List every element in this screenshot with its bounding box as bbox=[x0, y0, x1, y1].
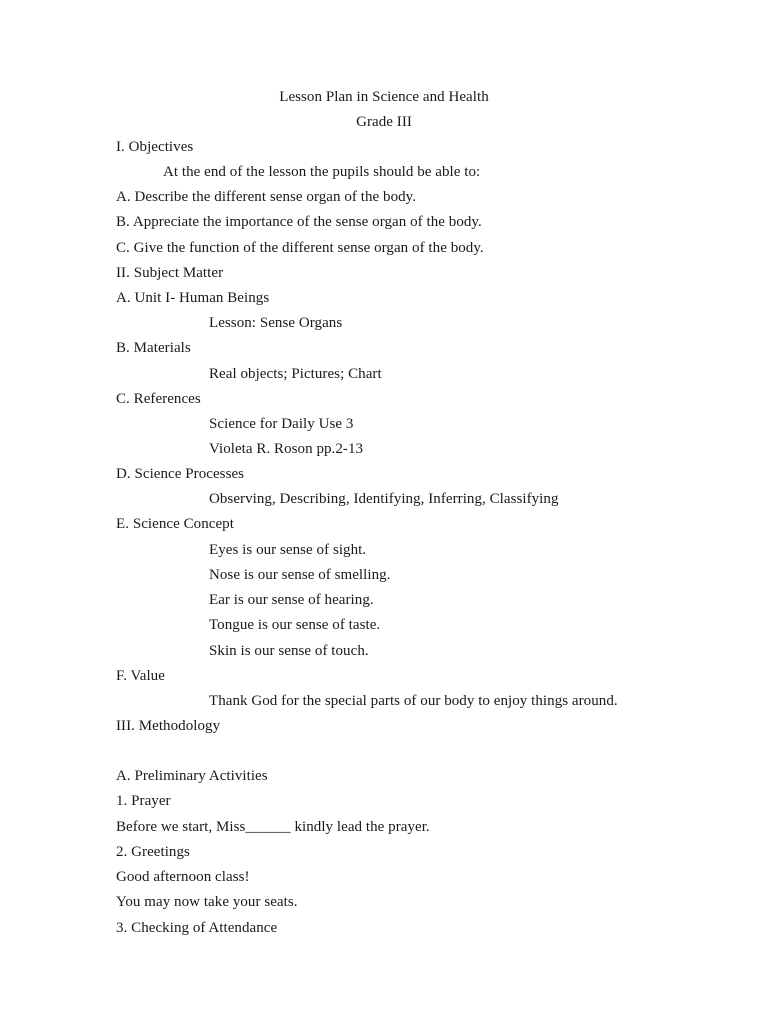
references-heading: C. References bbox=[116, 391, 201, 407]
concept-item: Skin is our sense of touch. bbox=[209, 643, 369, 659]
concept-item: Ear is our sense of hearing. bbox=[209, 592, 374, 608]
objective-item: B. Appreciate the importance of the sense organ of the body. bbox=[116, 214, 482, 230]
value-line: Thank God for the special parts of our body to enjoy things around. bbox=[209, 693, 618, 709]
value-heading: F. Value bbox=[116, 668, 165, 684]
reference-item: Science for Daily Use 3 bbox=[209, 416, 354, 432]
objective-item: A. Describe the different sense organ of the body. bbox=[116, 189, 417, 205]
concept-item: Eyes is our sense of sight. bbox=[209, 542, 367, 558]
greetings-line: Good afternoon class! bbox=[116, 869, 250, 885]
processes-heading: D. Science Processes bbox=[116, 466, 245, 482]
preliminary-heading: A. Preliminary Activities bbox=[116, 768, 268, 784]
subject-matter-heading: II. Subject Matter bbox=[116, 265, 224, 281]
processes-line: Observing, Describing, Identifying, Inferring, Classifying bbox=[209, 491, 559, 507]
prayer-text: Before we start, Miss______ kindly lead the prayer. bbox=[116, 819, 430, 835]
greetings-heading: 2. Greetings bbox=[116, 844, 190, 860]
reference-item: Violeta R. Roson pp.2-13 bbox=[209, 441, 364, 457]
objective-item: C. Give the function of the different sense organ of the body. bbox=[116, 240, 484, 256]
prayer-heading: 1. Prayer bbox=[116, 793, 171, 809]
objectives-intro: At the end of the lesson the pupils should be able to: bbox=[163, 164, 481, 180]
concept-heading: E. Science Concept bbox=[116, 516, 234, 532]
concept-item: Tongue is our sense of taste. bbox=[209, 617, 381, 633]
materials-heading: B. Materials bbox=[116, 340, 191, 356]
objectives-heading: I. Objectives bbox=[116, 139, 194, 155]
lesson-line: Lesson: Sense Organs bbox=[209, 315, 343, 331]
concept-item: Nose is our sense of smelling. bbox=[209, 567, 391, 583]
unit-line: A. Unit I- Human Beings bbox=[116, 290, 270, 306]
greetings-line: You may now take your seats. bbox=[116, 894, 298, 910]
grade-level: Grade III bbox=[356, 114, 412, 130]
attendance-heading: 3. Checking of Attendance bbox=[116, 920, 278, 936]
materials-line: Real objects; Pictures; Chart bbox=[209, 366, 382, 382]
methodology-heading: III. Methodology bbox=[116, 718, 221, 734]
document-title: Lesson Plan in Science and Health bbox=[279, 89, 489, 105]
